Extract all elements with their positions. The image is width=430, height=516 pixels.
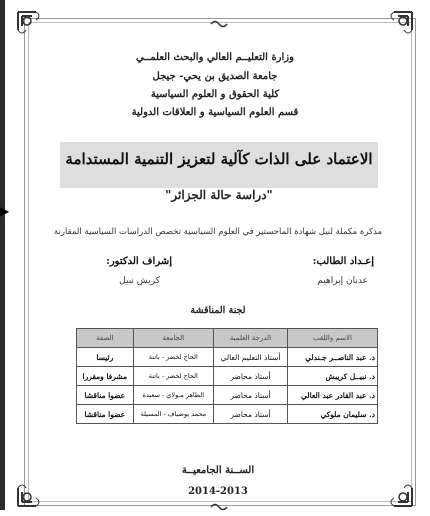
window-edge — [0, 0, 5, 510]
member-university: محمد بوضياف - المسيلة — [133, 405, 213, 424]
member-rank: أستاذ محاضر — [214, 386, 288, 405]
student-name: عدنان إبراهيم — [317, 276, 368, 286]
edge-ornament-icon — [210, 14, 228, 24]
column-header-role: الصفة — [77, 329, 134, 348]
committee-heading: لجنة المناقشة — [190, 305, 246, 316]
member-university: الحاج لخضر - باتنة — [133, 367, 213, 386]
corner-ornament-icon — [380, 10, 414, 44]
column-header-university: الجامعة — [133, 329, 213, 348]
corner-ornament-icon — [16, 10, 50, 44]
department-name: قسم العلوم السياسية و العلاقات الدولية — [131, 107, 299, 118]
student-label: إعـداد الطالب: — [312, 256, 374, 267]
mouse-cursor-icon: ▶ — [0, 204, 10, 218]
supervisor-label: إشراف الدكتور: — [106, 256, 172, 267]
university-name: جامعة الصديق بن يحي- جيجل — [152, 71, 278, 82]
member-role: عضوا مناقشا — [77, 386, 134, 405]
column-header-name: الاسم واللقب — [287, 329, 377, 348]
member-rank: أستاذ التعليم العالي — [214, 348, 288, 367]
member-role: رئيسا — [77, 348, 134, 367]
member-rank: أستاذ محاضر — [214, 405, 288, 424]
member-role: عضوا مناقشا — [77, 405, 134, 424]
committee-table — [76, 328, 378, 424]
ministry-name: وزارة التعليــم العالي والبحث العلمــي — [136, 52, 294, 63]
edge-ornament-icon — [210, 497, 228, 507]
member-university: الطاهر مـولاي - سعيدة — [133, 386, 213, 405]
member-rank: أستاذ محاضر — [214, 367, 288, 386]
member-name: د. عبد القادر عبد العالي — [287, 386, 377, 405]
column-header-rank: الدرجة العلمية — [214, 329, 288, 348]
table-row — [77, 405, 378, 424]
academic-year-label: الســنة الجامعيــة — [181, 465, 255, 476]
table-header-row — [77, 329, 378, 348]
member-role: مشرفا ومقررا — [77, 367, 134, 386]
table-row — [77, 386, 378, 405]
thesis-subtitle: "دراسة حالة الجزائر" — [165, 188, 273, 202]
member-name: د. سليمان ملوكي — [287, 405, 377, 424]
faculty-name: كلية الحقوق و العلوم السياسية — [150, 89, 280, 100]
academic-year: 2014-2013 — [188, 486, 248, 497]
thesis-memo: مذكرة مكملة لنيل شهادة الماجستير في العلوم السياسية تخصص الدراسات السياسية المقارنة — [53, 227, 383, 237]
table-row — [77, 348, 378, 367]
member-name: د. نبيــل كريبش — [287, 367, 377, 386]
thesis-title: الاعتماد على الذات كآلية لتعزيز التنمية المستدامة — [65, 150, 373, 168]
member-name: د. عبد الناصــر جـندلي — [287, 348, 377, 367]
member-university: الحاج لخضر - باتنة — [133, 348, 213, 367]
table-row — [77, 367, 378, 386]
supervisor-name: كريش نبيل — [119, 276, 160, 286]
